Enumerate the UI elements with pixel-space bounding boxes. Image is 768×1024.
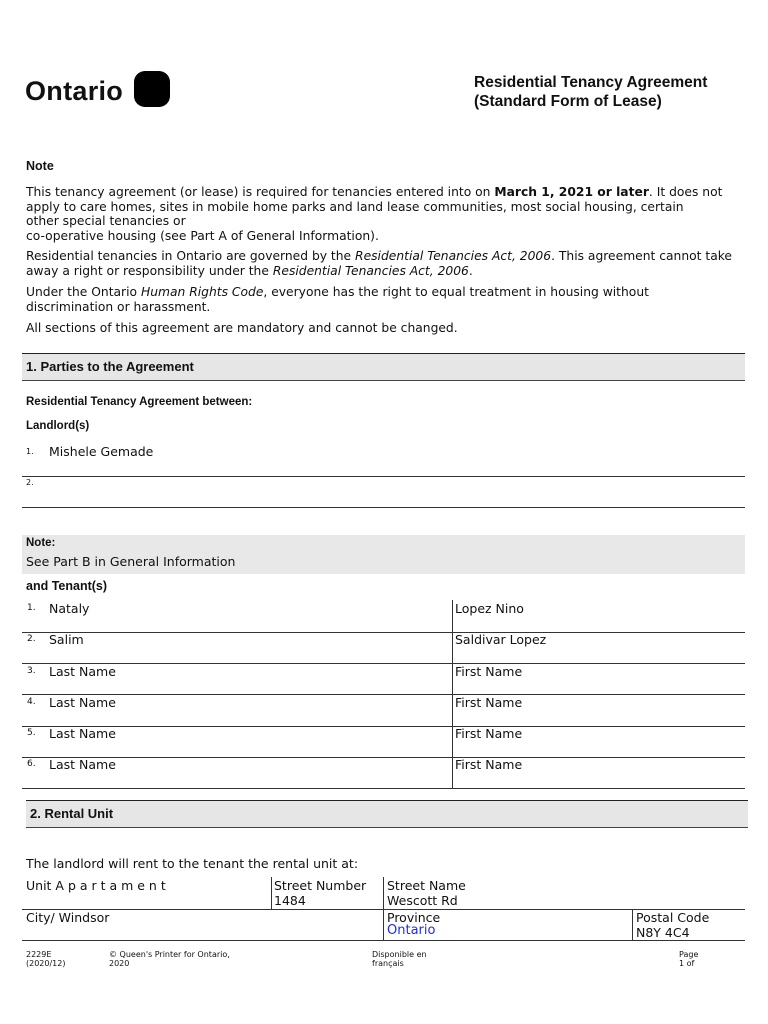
tenant-1-number: 1.: [27, 603, 36, 613]
title-line-1: Residential Tenancy Agreement: [474, 74, 708, 91]
copyright: © Queen's Printer for Ontario, 2020: [109, 950, 230, 968]
grid-divider: [632, 909, 633, 940]
divider: [22, 694, 745, 695]
tenant-4-first-name-field[interactable]: First Name: [455, 695, 523, 710]
street-name-field[interactable]: Wescott Rd: [387, 893, 458, 908]
landlords-label: Landlord(s): [26, 420, 90, 432]
french-availability: Disponible en français: [372, 950, 427, 968]
grid-divider: [271, 877, 272, 909]
note-paragraph-2: Residential tenancies in Ontario are governed by the Residential Tenancies Act, 2006. This agreement cannot take away a right or responsibility under the Residential Tenancies Act, 2006.: [26, 249, 733, 278]
note-paragraph-1: This tenancy agreement (or lease) is required for tenancies entered into on March 1, 2021 or later. It does not apply to care homes, sites in mobile home parks and land lease communities, most social housing, certain other special tenancies or co-operative housing (see Part A of General Information).: [26, 185, 723, 243]
note-paragraph-4: All sections of this agreement are mandatory and cannot be changed.: [26, 321, 458, 335]
section-2-header: [26, 800, 748, 828]
tenant-5-first-name-field[interactable]: First Name: [455, 726, 523, 741]
postal-code-field[interactable]: N8Y 4C4: [636, 925, 690, 940]
unit-field[interactable]: Unit A p a r t a m e n t: [26, 878, 166, 893]
note-box-text: See Part B in General Information: [26, 554, 236, 569]
province-field[interactable]: Ontario: [387, 923, 436, 938]
tenant-6-number: 6.: [27, 759, 36, 769]
section-1-header: [22, 353, 745, 381]
tenant-2-first-name-field[interactable]: Saldivar Lopez: [455, 632, 547, 647]
landlord-1-name-field[interactable]: Mishele Gemade: [49, 444, 154, 459]
divider: [22, 788, 745, 789]
tenant-1-last-name-field[interactable]: Nataly: [49, 601, 90, 616]
tenant-5-last-name-field[interactable]: Last Name: [49, 726, 116, 741]
note-paragraph-3: Under the Ontario Human Rights Code, everyone has the right to equal treatment in housing without discrimination or harassment.: [26, 285, 649, 314]
divider: [22, 507, 745, 508]
ontario-logo-icon: [134, 71, 170, 107]
street-name-label: Street Name: [387, 878, 466, 893]
tenant-2-last-name-field[interactable]: Salim: [49, 632, 84, 647]
tenant-4-number: 4.: [27, 697, 36, 707]
tenant-3-first-name-field[interactable]: First Name: [455, 664, 523, 679]
rental-unit-intro: The landlord will rent to the tenant the rental unit at:: [26, 856, 359, 871]
postal-code-label: Postal Code: [636, 910, 710, 925]
tenant-3-number: 3.: [27, 666, 36, 676]
landlord-2-number: 2.: [26, 478, 34, 487]
tenant-2-number: 2.: [27, 634, 36, 644]
note-heading: Note: [26, 159, 54, 173]
form-number: 2229E (2020/12): [26, 950, 66, 968]
landlord-2-name-field[interactable]: [49, 482, 739, 502]
divider: [22, 476, 745, 477]
tenant-5-number: 5.: [27, 728, 36, 738]
divider: [22, 663, 745, 664]
tenant-3-last-name-field[interactable]: Last Name: [49, 664, 116, 679]
page-title: [474, 73, 707, 111]
agreement-between-label: Residential Tenancy Agreement between:: [26, 396, 253, 408]
section-2-title: 2. Rental Unit: [30, 806, 114, 821]
divider: [22, 940, 745, 941]
section-1-title: 1. Parties to the Agreement: [26, 359, 194, 374]
street-number-label: Street Number: [274, 878, 367, 893]
street-number-field[interactable]: 1484: [274, 893, 306, 908]
tenants-label: and Tenant(s): [26, 579, 108, 593]
province-label: Province: [387, 910, 441, 925]
tenant-6-last-name-field[interactable]: Last Name: [49, 757, 116, 772]
footer: [0, 948, 768, 968]
city-field[interactable]: City/ Windsor: [26, 910, 110, 925]
title-line-2: (Standard Form of Lease): [474, 93, 662, 110]
note-box-label: Note:: [26, 537, 56, 549]
tenant-4-last-name-field[interactable]: Last Name: [49, 695, 116, 710]
landlord-1-number: 1.: [26, 447, 34, 456]
page-number: Page 1 of: [679, 950, 699, 968]
divider: [22, 632, 745, 633]
note-box: [22, 535, 745, 574]
divider: [22, 726, 745, 727]
tenant-6-first-name-field[interactable]: First Name: [455, 757, 523, 772]
divider: [22, 757, 745, 758]
ontario-logo-text: Ontario: [25, 76, 124, 106]
tenant-1-first-name-field[interactable]: Lopez Nino: [455, 601, 524, 616]
